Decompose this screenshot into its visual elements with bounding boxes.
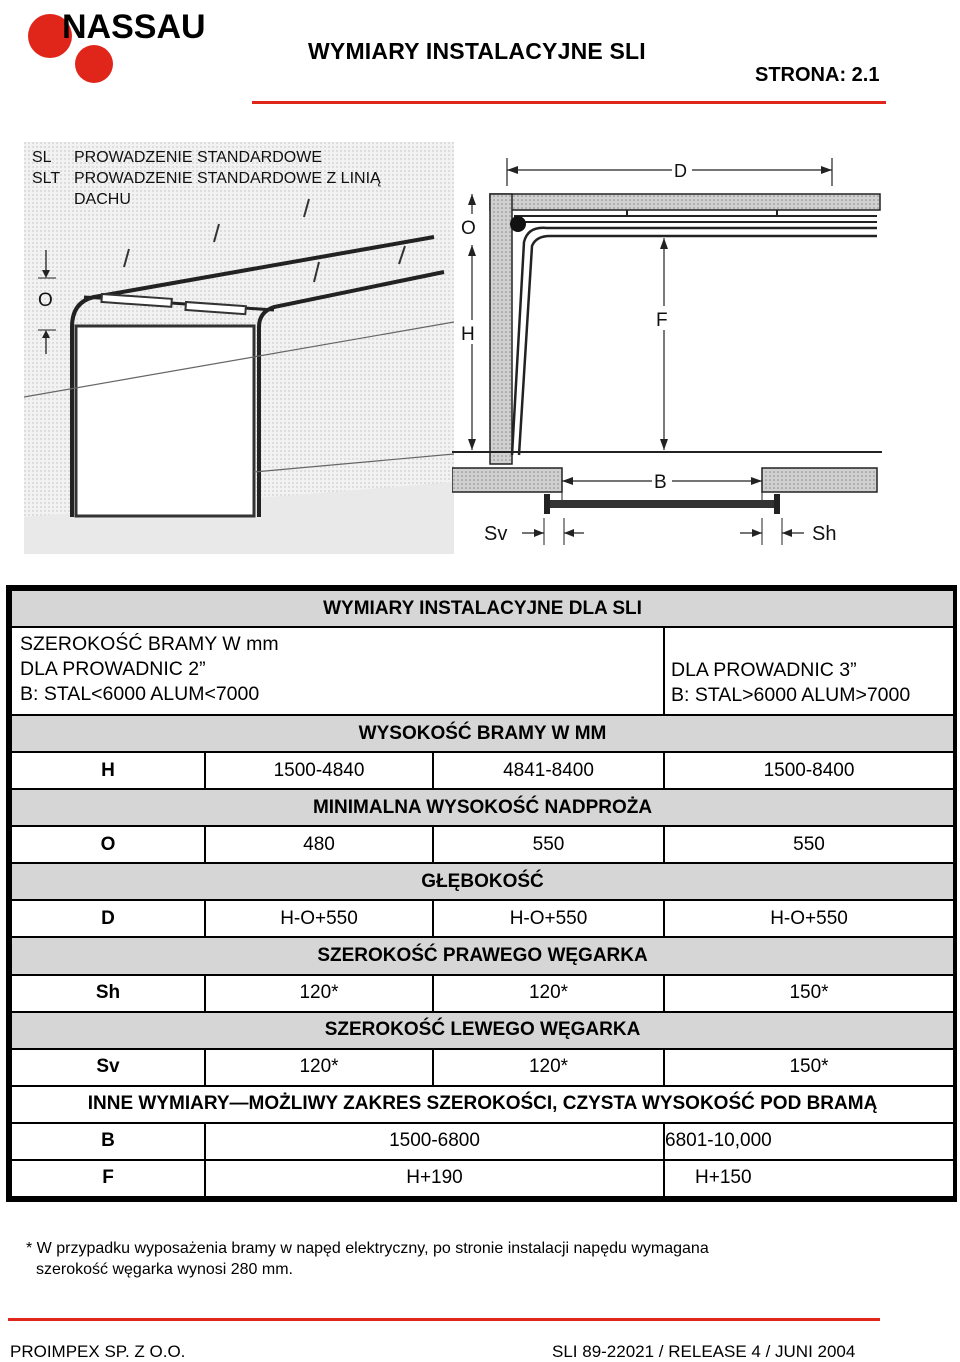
nassau-logo bbox=[18, 6, 218, 86]
cell: 120* bbox=[205, 1049, 433, 1086]
cell: H+190 bbox=[205, 1160, 664, 1197]
cell: 1500-6800 bbox=[205, 1123, 664, 1160]
door-panel-plan bbox=[544, 500, 780, 508]
installation-dimensions-table bbox=[6, 585, 957, 1202]
door-opening bbox=[76, 326, 254, 516]
cell: H-O+550 bbox=[664, 900, 954, 937]
left-jamb-wall bbox=[452, 468, 562, 492]
logo-circle-small bbox=[75, 45, 113, 83]
cell: H-O+550 bbox=[205, 900, 433, 937]
section-header-height: WYSOKOŚĆ BRAMY W MM bbox=[11, 715, 954, 752]
table-title: WYMIARY INSTALACYJNE DLA SLI bbox=[11, 590, 954, 627]
document-title: WYMIARY INSTALACYJNE SLI bbox=[308, 38, 646, 64]
section-header-lintel: MINIMALNA WYSOKOŚĆ NADPROŻA bbox=[11, 789, 954, 826]
row-label-sv: Sv bbox=[11, 1049, 205, 1086]
legend-slt: SLT PROWADZENIE STANDARDOWE Z LINIĄ bbox=[32, 170, 381, 187]
torsion-shaft-dot bbox=[510, 216, 526, 232]
row-label-b: B bbox=[11, 1123, 205, 1160]
b-label: B bbox=[654, 472, 667, 493]
row-label-h: H bbox=[11, 752, 205, 789]
footnote: * W przypadku wyposażenia bramy w napęd elektryczny, po stronie instalacji napędu wymagana szerokość węgarka wynosi 280 mm. bbox=[26, 1240, 709, 1278]
cell: 550 bbox=[664, 826, 954, 863]
track-legend bbox=[32, 147, 381, 210]
sv-label: Sv bbox=[484, 523, 508, 545]
legend-sl: SL PROWADZENIE STANDARDOWE bbox=[32, 149, 323, 166]
cell: H+150 bbox=[664, 1160, 954, 1197]
right-jamb-wall bbox=[762, 468, 877, 492]
cell: 120* bbox=[433, 975, 664, 1012]
cell: 6801-10,000 bbox=[664, 1123, 954, 1160]
cell: 4841-8400 bbox=[433, 752, 664, 789]
table-row bbox=[11, 1123, 954, 1160]
f-label: F bbox=[656, 310, 668, 331]
sh-label: Sh bbox=[812, 523, 837, 545]
section-header-other: INNE WYMIARY—MOŻLIWY ZAKRES SZEROKOŚCI, CZYSTA WYSOKOŚĆ POD BRAMĄ bbox=[11, 1086, 954, 1123]
row-label-d: D bbox=[11, 900, 205, 937]
footer-company: PROIMPEX SP. Z O.O. bbox=[10, 1342, 186, 1361]
section-header-right-jamb: SZEROKOŚĆ PRAWEGO WĘGARKA bbox=[11, 937, 954, 974]
h-label: H bbox=[461, 324, 475, 345]
cell: 150* bbox=[664, 975, 954, 1012]
table-row bbox=[11, 900, 954, 937]
table-row bbox=[11, 975, 954, 1012]
width-info-2inch: SZEROKOŚĆ BRAMY W mm DLA PROWADNIC 2” B: STAL<6000 ALUM<7000 bbox=[11, 627, 664, 715]
table-row bbox=[11, 1160, 954, 1197]
d-label: D bbox=[674, 161, 687, 181]
cell: 1500-8400 bbox=[664, 752, 954, 789]
cell: 150* bbox=[664, 1049, 954, 1086]
header-rule bbox=[252, 101, 886, 104]
left-o-label: O bbox=[38, 290, 53, 311]
cell: H-O+550 bbox=[433, 900, 664, 937]
cell: 1500-4840 bbox=[205, 752, 433, 789]
table-row bbox=[11, 1049, 954, 1086]
cell: 120* bbox=[433, 1049, 664, 1086]
footer-rule bbox=[8, 1318, 880, 1321]
row-label-f: F bbox=[11, 1160, 205, 1197]
o-label: O bbox=[461, 218, 476, 239]
row-label-sh: Sh bbox=[11, 975, 205, 1012]
lintel-wall bbox=[490, 194, 512, 464]
footer-release: SLI 89-22021 / RELEASE 4 / JUNI 2004 bbox=[552, 1342, 856, 1361]
ceiling-slab bbox=[490, 194, 880, 210]
table-row bbox=[11, 752, 954, 789]
page-number: STRONA: 2.1 bbox=[755, 64, 880, 86]
cell: 480 bbox=[205, 826, 433, 863]
table-row bbox=[11, 826, 954, 863]
logo-text: NASSAU bbox=[62, 8, 206, 46]
door-leaf bbox=[512, 228, 877, 455]
section-header-left-jamb: SZEROKOŚĆ LEWEGO WĘGARKA bbox=[11, 1012, 954, 1049]
cross-section-diagram bbox=[452, 150, 882, 550]
row-label-o: O bbox=[11, 826, 205, 863]
section-header-depth: GŁĘBOKOŚĆ bbox=[11, 863, 954, 900]
width-info-3inch: DLA PROWADNIC 3” B: STAL>6000 ALUM>7000 bbox=[664, 627, 954, 715]
cell: 550 bbox=[433, 826, 664, 863]
legend-slt-cont: DACHU bbox=[74, 191, 131, 208]
cell: 120* bbox=[205, 975, 433, 1012]
